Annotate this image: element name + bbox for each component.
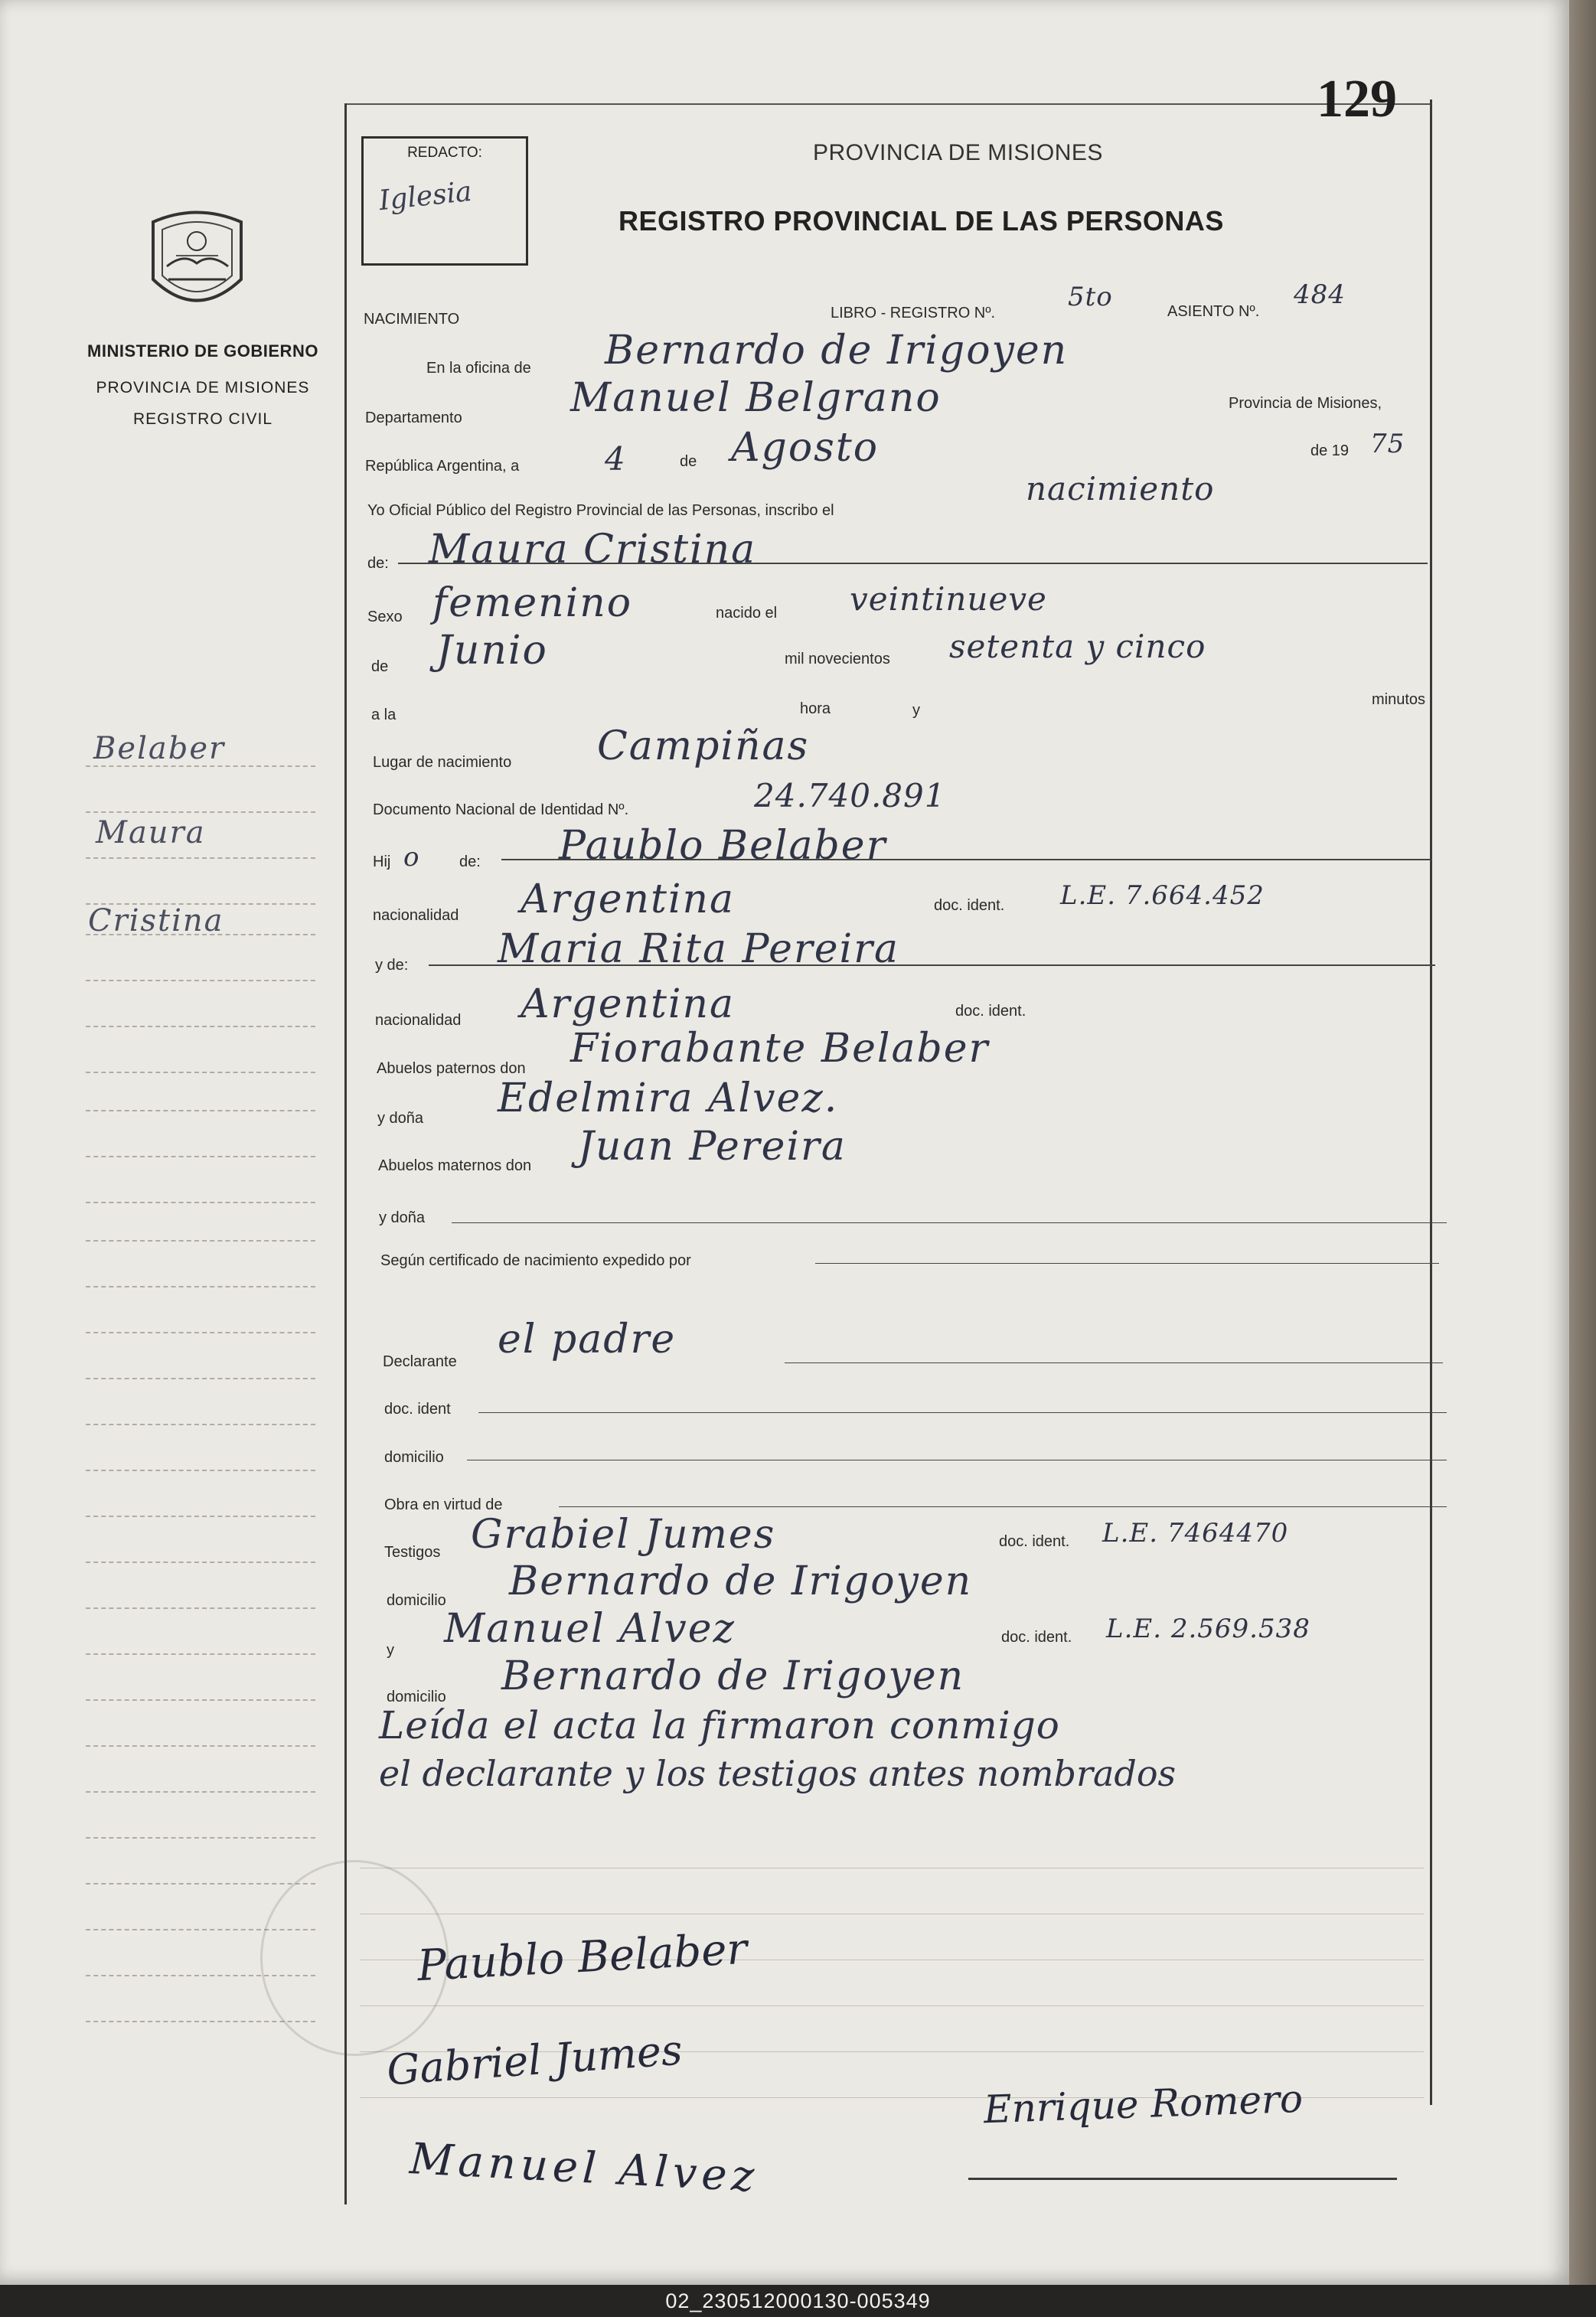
stub-line — [86, 1607, 315, 1609]
mother-value: Maria Rita Pereira — [498, 926, 900, 972]
stub-line — [86, 1837, 315, 1839]
paternal-grandmother-label: y doña — [377, 1110, 424, 1127]
stub-line — [86, 1791, 315, 1793]
dni-value: 24.740.891 — [754, 777, 946, 814]
testigo2-label: y — [387, 1642, 394, 1659]
asiento-value: 484 — [1294, 279, 1346, 310]
stub-line — [86, 980, 315, 981]
departamento-label: Departamento — [365, 410, 462, 426]
stub-line — [86, 1745, 315, 1747]
redacto-value: Iglesia — [377, 175, 474, 217]
certificado-label: Según certificado de nacimiento expedido por — [380, 1252, 691, 1269]
frame-top-border — [344, 103, 1431, 105]
mother-underline — [429, 964, 1435, 966]
declarante-doc-underline — [478, 1412, 1447, 1413]
redacto-label: REDACTO: — [407, 145, 482, 161]
minutos-label: minutos — [1372, 691, 1426, 708]
stub-line — [86, 1026, 315, 1027]
stub-line — [86, 2021, 315, 2022]
registry-header: REGISTRO PROVINCIAL DE LAS PERSONAS — [618, 205, 1224, 237]
y-label: y — [912, 702, 920, 719]
signature-oficial: Enrique Romero — [983, 2076, 1304, 2133]
dni-label: Documento Nacional de Identidad Nº. — [373, 801, 629, 818]
signature-declarante: Paublo Belaber — [416, 1924, 749, 1992]
nacimiento-label: NACIMIENTO — [364, 311, 460, 328]
testigo2-value: Manuel Alvez — [444, 1606, 736, 1652]
redacto-box — [361, 136, 528, 266]
declarante-value: el padre — [498, 1317, 677, 1362]
testigo1-doc-label: doc. ident. — [999, 1533, 1070, 1550]
mother-doc-label: doc. ident. — [955, 1003, 1026, 1020]
stub-name-1: Maura — [96, 815, 206, 850]
inscribo-value: nacimiento — [1026, 470, 1215, 507]
birth-year-value: setenta y cinco — [949, 628, 1206, 665]
stub-line — [86, 1072, 315, 1073]
stub-line — [86, 811, 315, 813]
stub-line — [86, 1562, 315, 1563]
ala-label: a la — [371, 707, 397, 723]
declarante-underline — [785, 1362, 1443, 1363]
signature-testigo-2: Manuel Alvez — [408, 2134, 760, 2202]
certificado-underline — [815, 1263, 1439, 1264]
obra-label: Obra en virtud de — [384, 1496, 503, 1513]
stub-line — [86, 1332, 315, 1333]
stub-surname: Belaber — [93, 731, 226, 766]
nacido-label: nacido el — [716, 605, 778, 622]
testigo2-doc-value: L.E. 2.569.538 — [1106, 1614, 1310, 1644]
sexo-label: Sexo — [367, 609, 403, 625]
testigo2-doc-label: doc. ident. — [1001, 1629, 1072, 1646]
page-number: 129 — [1317, 70, 1397, 129]
maternal-grandmother-label: y doña — [379, 1209, 426, 1226]
provincia-label: Provincia de Misiones, — [1229, 395, 1382, 412]
hijo-de-label: de: — [459, 853, 481, 870]
ruled-line — [360, 2005, 1424, 2006]
father-doc-label: doc. ident. — [934, 897, 1005, 914]
oficina-value: Bernardo de Irigoyen — [605, 328, 1069, 374]
province-coat-of-arms-icon — [145, 207, 249, 321]
father-doc-value: L.E. 7.664.452 — [1060, 880, 1265, 911]
libro-value: 5to — [1068, 282, 1113, 312]
testigo1-domicilio-value: Bernardo de Irigoyen — [509, 1558, 973, 1604]
oficial-signature-underline — [968, 2178, 1397, 2180]
maternal-grandfather-label: Abuelos maternos don — [378, 1157, 532, 1174]
paternal-grandmother-value: Edelmira Alvez. — [498, 1075, 839, 1121]
day-value: 4 — [605, 440, 626, 478]
asiento-label: ASIENTO Nº. — [1167, 303, 1260, 320]
father-underline — [501, 859, 1431, 860]
birth-month-label: de — [371, 658, 389, 675]
testigo2-domicilio-value: Bernardo de Irigoyen — [501, 1653, 965, 1699]
nacido-value: veintinueve — [850, 580, 1047, 618]
testigo1-doc-value: L.E. 7464470 — [1102, 1518, 1289, 1548]
republica-label: República Argentina, a — [365, 458, 520, 475]
testigos-label: Testigos — [384, 1544, 441, 1561]
name-label: de: — [367, 555, 389, 572]
stub-line — [86, 1516, 315, 1517]
ministry-title: MINISTERIO DE GOBIERNO — [87, 341, 318, 361]
sexo-value: femenino — [432, 580, 633, 626]
father-nationality-label: nacionalidad — [373, 907, 459, 924]
libro-label: LIBRO - REGISTRO Nº. — [831, 305, 996, 321]
signature-testigo-1: Gabriel Jumes — [385, 2025, 684, 2095]
father-value: Paublo Belaber — [559, 823, 887, 869]
stub-line — [86, 857, 315, 859]
stub-line — [86, 1202, 315, 1203]
province-header: PROVINCIA DE MISIONES — [813, 140, 1103, 165]
declarante-doc-label: doc. ident — [384, 1401, 451, 1418]
paternal-grandfather-value: Fiorabante Belaber — [570, 1026, 990, 1072]
closing-line-2: el declarante y los testigos antes nombrados — [379, 1753, 1177, 1794]
frame-right-border — [1430, 100, 1432, 2105]
book-edge — [1569, 0, 1596, 2317]
stub-line — [86, 1240, 315, 1242]
hijo-suffix: o — [403, 842, 420, 873]
testigo1-value: Grabiel Jumes — [471, 1512, 776, 1558]
declarante-label: Declarante — [383, 1353, 457, 1370]
stub-line — [86, 1378, 315, 1379]
testigo1-domicilio-label: domicilio — [387, 1592, 446, 1609]
maternal-grandmother-underline — [452, 1222, 1447, 1223]
declarante-domicilio-label: domicilio — [384, 1449, 444, 1466]
ministry-province: PROVINCIA DE MISIONES — [96, 379, 310, 397]
month-value: Agosto — [731, 425, 880, 471]
year-value: 75 — [1370, 429, 1405, 459]
hora-label: hora — [800, 700, 831, 717]
name-underline — [398, 563, 1428, 564]
yo-oficial-label: Yo Oficial Público del Registro Provincial de las Personas, inscribo el — [367, 502, 834, 519]
lugar-value: Campiñas — [597, 723, 810, 769]
mother-label: y de: — [375, 957, 409, 974]
maternal-grandfather-value: Juan Pereira — [578, 1124, 847, 1170]
birth-month-value: Junio — [436, 628, 548, 674]
stub-line — [86, 1699, 315, 1701]
mother-nationality-value: Argentina — [521, 981, 735, 1027]
oficina-label: En la oficina de — [426, 360, 531, 377]
mother-nationality-label: nacionalidad — [375, 1012, 462, 1029]
mil-label: mil novecientos — [785, 651, 890, 667]
closing-line-1: Leída el acta la firmaron conmigo — [379, 1703, 1060, 1748]
stub-line — [86, 1883, 315, 1885]
stub-line — [86, 1110, 315, 1111]
year-prefix-label: de 19 — [1310, 442, 1350, 459]
obra-underline — [559, 1506, 1447, 1507]
hijo-label: Hij — [373, 853, 391, 870]
image-id-footer: 02_230512000130-005349 — [0, 2285, 1596, 2317]
father-nationality-value: Argentina — [521, 876, 735, 922]
stub-line — [86, 1470, 315, 1471]
stub-line — [86, 1424, 315, 1425]
stub-name-2: Cristina — [88, 903, 224, 938]
stub-line — [86, 1286, 315, 1287]
de-label: de — [680, 453, 697, 470]
stub-line — [86, 1156, 315, 1157]
ministry-registry: REGISTRO CIVIL — [132, 410, 273, 428]
name-value: Maura Cristina — [429, 527, 757, 573]
testigo2-domicilio-label: domicilio — [387, 1689, 446, 1705]
stub-line — [86, 1653, 315, 1655]
departamento-value: Manuel Belgrano — [570, 375, 942, 421]
lugar-label: Lugar de nacimiento — [373, 754, 512, 771]
paternal-grandfather-label: Abuelos paternos don — [377, 1060, 526, 1077]
